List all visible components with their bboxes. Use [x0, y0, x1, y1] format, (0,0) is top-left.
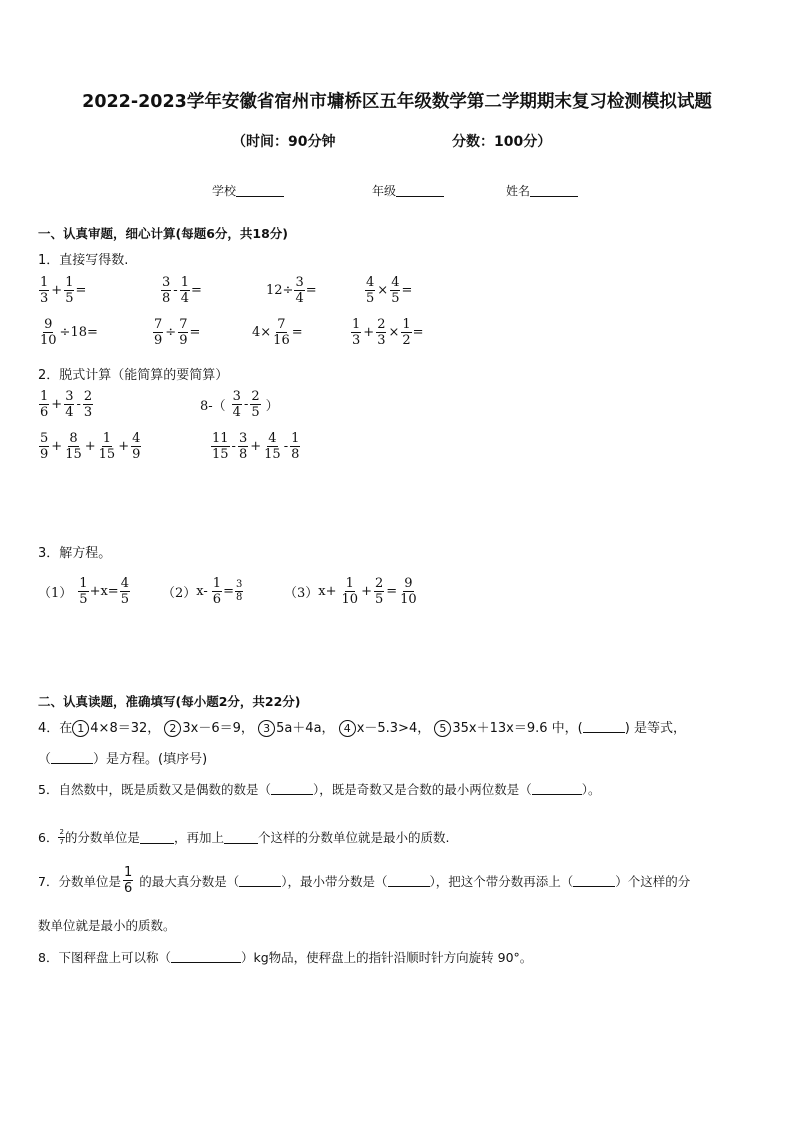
q1-label: 1．直接写得数.	[38, 253, 129, 268]
exam-score: 分数：100分）	[452, 134, 552, 150]
q2-expr-4: $\frac{11}{15}$ - $\frac{3}{8}$ + $\frac{4}{15}$ - $\frac{1}{8}$	[212, 431, 300, 462]
q1-item-8: $\frac{1}{3}$ + $\frac{2}{3}$ × $\frac{1}{2}$ =	[352, 317, 424, 348]
q1-item-6: $\frac{7}{9}$ ÷ $\frac{7}{9}$ =	[154, 317, 201, 348]
q7-blank-2[interactable]	[388, 874, 430, 887]
q6-blank-2[interactable]	[224, 831, 258, 844]
q4-line-2: （ ）是方程。(填序号)	[38, 752, 208, 767]
name-field[interactable]: 姓名	[506, 182, 578, 199]
q7-line-2: 数单位就是最小的质数。	[38, 918, 176, 933]
exam-time: （时间：90分钟	[232, 134, 336, 150]
grade-field[interactable]: 年级	[372, 182, 444, 199]
q5: 5．自然数中，既是质数又是偶数的数是（ ），既是奇数又是合数的最小两位数是（ ）。	[38, 782, 601, 797]
q1-item-3: 12÷ $\frac{3}{4}$ =	[266, 275, 317, 306]
q2-expr-2: 8-（ $\frac{3}{4}$ - $\frac{2}{5}$ ）	[200, 389, 279, 420]
q3-equation-3: （3） x+ $\frac{1}{10}$ + $\frac{2}{5}$ = $\frac{9}{10}$	[284, 576, 417, 607]
q6-blank-1[interactable]	[140, 831, 174, 844]
q5-blank-2[interactable]	[532, 782, 582, 795]
q3-equation-2: （2） x- $\frac{1}{6}$ = $\frac{3}{8}$	[162, 576, 243, 607]
q1-item-5: $\frac{9}{10}$ ÷18=	[40, 317, 98, 348]
q4-blank-1[interactable]	[583, 720, 625, 733]
section-2-heading: 二、认真读题，准确填写(每小题2分，共22分)	[38, 694, 301, 709]
q2-expr-1: $\frac{1}{6}$ + $\frac{3}{4}$ - $\frac{2}{3}$	[40, 389, 93, 420]
q4-blank-2[interactable]	[51, 751, 93, 764]
q2-label: 2．脱式计算（能简算的要简算）	[38, 368, 229, 383]
q3-label: 3．解方程。	[38, 546, 112, 561]
q4-line-1: 4．在 1 4×8＝32， 2 3x－6＝9， 3 5a＋4a， 4 x－5.3>4， 5 35x＋13x＝9.6 中，( ) 是等式，	[38, 721, 686, 736]
q1-item-2: $\frac{3}{8}$ - $\frac{1}{4}$ =	[162, 275, 202, 306]
q7-blank-1[interactable]	[239, 874, 281, 887]
q5-blank-1[interactable]	[271, 782, 313, 795]
q2-expr-3: $\frac{5}{9}$ + $\frac{8}{15}$ + $\frac{1}{15}$ + $\frac{4}{9}$	[40, 431, 141, 462]
section-1-heading: 一、认真审题，细心计算(每题6分，共18分)	[38, 226, 289, 241]
q1-item-4: $\frac{4}{5}$ × $\frac{4}{5}$ =	[366, 275, 413, 306]
page-title: 2022-2023学年安徽省宿州市墉桥区五年级数学第二学期期末复习检测模拟试题	[82, 92, 712, 112]
q6: 6． $\frac{2}{7}$ 的分数单位是 ，再加上 个这样的分数单位就是最小的质数.	[38, 827, 450, 846]
q3-equation-1: （1） $\frac{1}{5}$ +x= $\frac{4}{5}$	[38, 576, 129, 607]
q1-item-7: 4× $\frac{7}{16}$ =	[252, 317, 303, 348]
name-blank[interactable]	[530, 184, 578, 197]
q8: 8．下图秤盘上可以称（ ）kg物品，使秤盘上的指针沿顺时针方向旋转 90°。	[38, 950, 533, 965]
q1-item-1: $\frac{1}{3}$ + $\frac{1}{5}$ =	[40, 275, 87, 306]
school-blank[interactable]	[236, 184, 284, 197]
q7-line-1: 7．分数单位是 $\frac{1}{6}$ 的最大真分数是（ ），最小带分数是（ ），把这个带分数再添上（ ）个这样的分	[38, 865, 691, 896]
school-field[interactable]: 学校	[212, 182, 284, 199]
grade-blank[interactable]	[396, 184, 444, 197]
q8-blank[interactable]	[171, 950, 241, 963]
q7-blank-3[interactable]	[573, 874, 615, 887]
